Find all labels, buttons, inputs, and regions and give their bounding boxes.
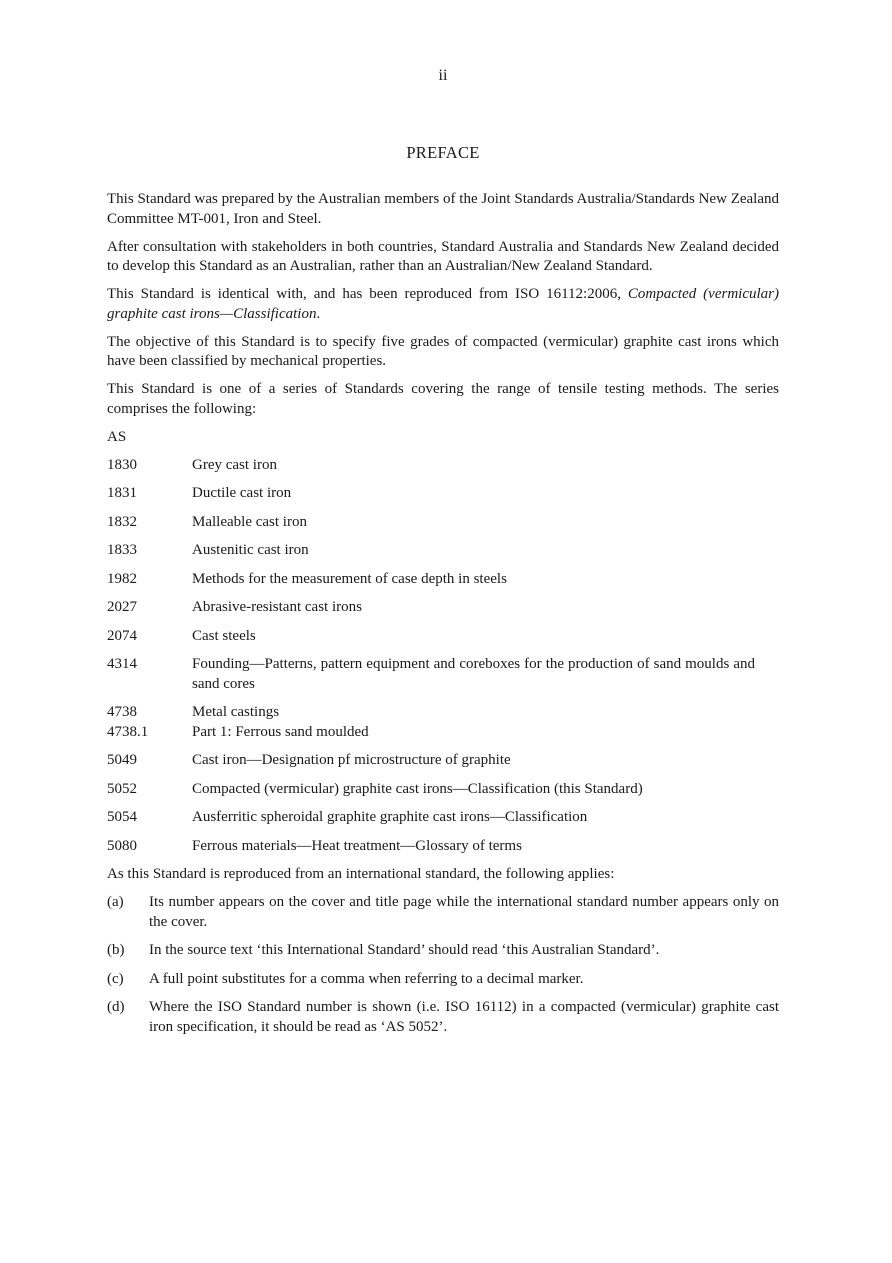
standard-title: Austenitic cast iron [192,542,309,558]
paragraph-objective: The objective of this Standard is to specify five grades of compacted (vermicular) graphite cast irons which have been classified by mechanical properties. [107,333,779,369]
standard-number: 2074 [107,627,137,644]
paragraph-identical [107,285,779,324]
standard-title: Ferrous materials—Heat treatment—Glossary of terms [192,837,522,854]
paragraph-consultation: After consultation with stakeholders in both countries, Standard Australia and Standards New Zealand decided to develop this Standard as an Australian, rather than an Australian/New Zealand Standard. [107,238,779,274]
standard-title: Ductile cast iron [192,485,292,501]
standard-title: Metal castings [192,704,280,720]
notes-list [107,893,779,1037]
standard-number: 4738.1 [107,723,149,740]
standard-title: Cast iron—Designation pf microstructure of graphite [192,752,511,768]
standard-number: 4738 [107,704,137,720]
list-item [107,808,779,828]
paragraph-identical-prefix: This Standard is identical with, and has been reproduced from ISO 16112:2006, [107,286,628,302]
standard-number: 1982 [107,570,137,587]
list-item [107,541,779,561]
standard-number: 5052 [107,780,137,797]
note-marker: (a) [107,894,124,910]
note-text: Where the ISO Standard number is shown (i.e. ISO 16112) in a compacted (vermicular) graphite cast iron specification, it should be read as ‘AS 5052’. [149,999,779,1035]
list-item [107,598,779,618]
standards-list [107,456,779,857]
standard-title: Founding—Patterns, pattern equipment and coreboxes for the production of sand moulds and sand cores [192,656,755,692]
standard-title: Abrasive-resistant cast irons [192,599,362,615]
standard-number: 5080 [107,837,137,854]
list-item [107,456,779,476]
standard-number: 1833 [107,542,137,558]
paragraph-series: This Standard is one of a series of Standards covering the range of tensile testing methods. The series comprises the following: [107,381,779,417]
list-item [107,780,779,800]
list-item [107,941,779,961]
standard-number: 1830 [107,456,137,473]
note-text: In the source text ‘this International Standard’ should read ‘this Australian Standard’. [149,942,660,958]
standard-number: 5049 [107,752,137,768]
list-item [107,751,779,771]
series-label: AS [107,428,127,445]
standard-title: Malleable cast iron [192,513,307,530]
standard-number: 2027 [107,599,137,615]
paragraph-committee: This Standard was prepared by the Australian members of the Joint Standards Australia/Standards New Zealand Committee MT-001, Iron and Steel. [107,191,779,227]
note-text: A full point substitutes for a comma when referring to a decimal marker. [149,970,584,987]
standard-title: Compacted (vermicular) graphite cast irons—Classification (this Standard) [192,780,643,797]
paragraph-identical-suffix: . [316,305,321,322]
note-marker: (d) [107,999,125,1015]
list-item [107,570,779,590]
notes-intro: As this Standard is reproduced from an international standard, the following applies: [107,866,615,882]
list-item [107,893,779,932]
page-title: PREFACE [406,143,480,162]
standard-title: Ausferritic spheroidal graphite graphite cast irons—Classification [192,809,588,825]
standard-number: 1832 [107,513,137,530]
list-item [107,837,779,857]
preface-body [107,190,779,1046]
iso-title-italic: Compacted (vermicular) graphite cast irons—Classification [107,286,779,322]
list-item [107,655,779,694]
standard-title: Part 1: Ferrous sand moulded [192,723,369,740]
standard-title: Cast steels [192,627,256,644]
list-item [107,513,779,533]
list-item [107,998,779,1037]
standard-title: Methods for the measurement of case depth in steels [192,570,507,587]
standard-number: 4314 [107,656,137,672]
list-item [107,484,779,504]
standard-number: 1831 [107,485,137,501]
page-number: ii [438,67,448,84]
list-item [107,970,779,990]
note-marker: (c) [107,970,124,987]
standard-title: Grey cast iron [192,456,277,473]
list-item [107,703,779,723]
list-item [107,627,779,647]
standard-number: 5054 [107,809,137,825]
note-marker: (b) [107,942,125,958]
note-text: Its number appears on the cover and title page while the international standard number appears only on the cover. [149,894,779,930]
list-item [107,723,779,743]
